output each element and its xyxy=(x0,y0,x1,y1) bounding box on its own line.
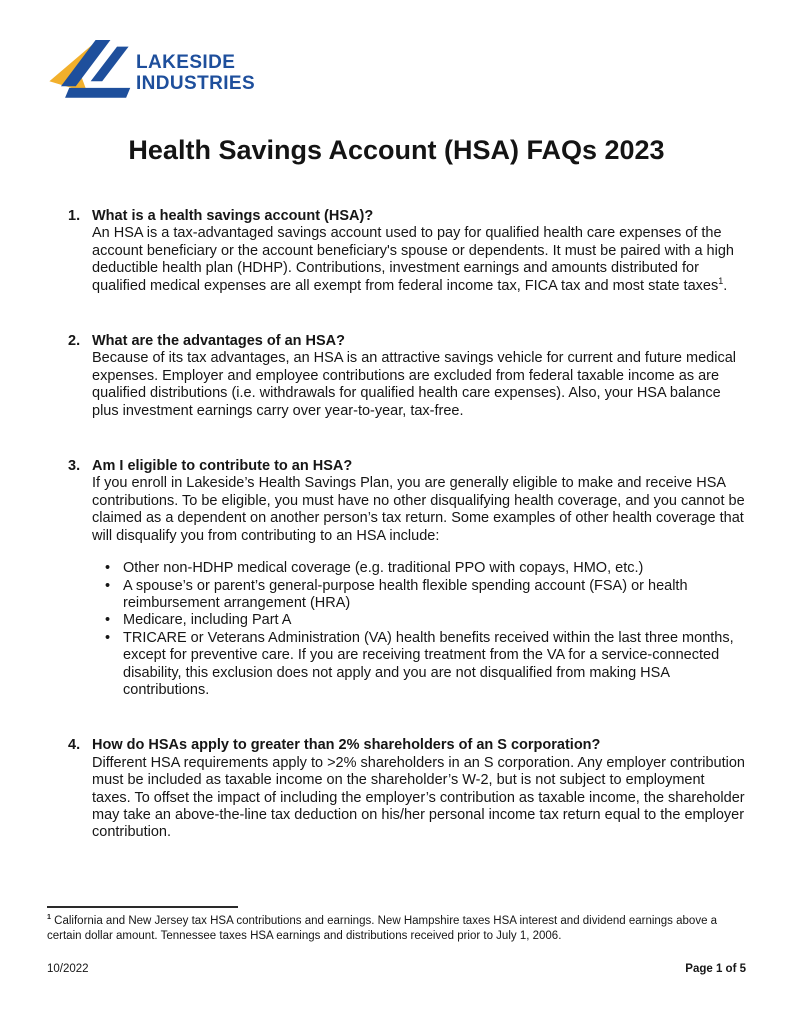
disqualifying-coverage-list xyxy=(92,560,746,699)
faq-item-3 xyxy=(47,458,746,699)
faq-answer: Different HSA requirements apply to >2% shareholders in an S corporation. Any employer contribution must be included as taxable income on the shareholder’s W-2, but is not subject to employment taxes. To offset the impact of including the employer’s contribution as taxable income, the shareholder may take an above-the-line tax deduction on his/her personal income tax return equal to the employer contribution. xyxy=(92,754,745,841)
footer-date: 10/2022 xyxy=(47,963,89,975)
faq-content xyxy=(92,208,746,295)
list-item: • Other non-HDHP medical coverage (e.g. traditional PPO with copays, HMO, etc.) xyxy=(92,560,746,577)
faq-answer-end: . xyxy=(723,277,728,294)
document-title: Health Savings Account (HSA) FAQs 2023 xyxy=(128,135,665,165)
faq-item-2 xyxy=(47,333,746,420)
faq-question: How do HSAs apply to greater than 2% shareholders of an S corporation? xyxy=(92,737,601,754)
lakeside-logo-mark-icon xyxy=(47,40,131,106)
footnote-block xyxy=(47,906,747,943)
logo-wordmark xyxy=(136,52,255,94)
logo-wordmark-line1: LAKESIDE xyxy=(136,52,236,73)
faq-number: 4. xyxy=(68,737,81,754)
logo-wordmark-line2: INDUSTRIES xyxy=(136,73,256,94)
faq-answer: If you enroll in Lakeside’s Health Savings Plan, you are generally eligible to make and receive HSA contributions. To be eligible, you must have no other disqualifying health coverage, and you cannot be claimed as a dependent on another person’s tax return. Some examples of other health coverage that will disqualify you from contributing to an HSA include: xyxy=(92,475,745,544)
faq-question: What is a health savings account (HSA)? xyxy=(92,208,374,224)
faq-content xyxy=(92,737,746,841)
faq-content xyxy=(92,333,746,420)
faq-content xyxy=(92,458,746,699)
footnote-marker: 1 xyxy=(47,913,51,922)
company-logo xyxy=(47,40,746,106)
faq-item-1 xyxy=(47,208,746,295)
faq-number: 1. xyxy=(68,208,81,224)
faq-item-4 xyxy=(47,737,746,841)
faq-list xyxy=(47,208,746,842)
list-item: • Medicare, including Part A xyxy=(92,612,746,629)
list-item: • A spouse’s or parent’s general-purpose health flexible spending account (FSA) or health reimbursement arrangement (HRA) xyxy=(92,578,746,613)
faq-answer xyxy=(92,225,746,295)
faq-answer-text: An HSA is a tax-advantaged savings account used to pay for qualified health care expenses of the account beneficiary or the account beneficiary's spouse or dependents. It must be paired with a high deductible health plan (HDHP). Contributions, investment earnings and amounts distributed for qualified medical expenses are all exempt from federal income tax, FICA tax and most state taxes xyxy=(92,225,734,294)
footnote-reference: 1 xyxy=(718,275,724,286)
faq-question: Am I eligible to contribute to an HSA? xyxy=(92,458,353,475)
faq-answer: Because of its tax advantages, an HSA is an attractive savings vehicle for current and future medical expenses. Employer and employee contributions are excluded from federal taxable income as are qualified distributions (i.e. withdrawals for qualified health care expenses). Also, your HSA balance plus investment earnings carry over year-to-year, tax-free. xyxy=(92,350,736,419)
faq-number: 2. xyxy=(68,333,81,350)
list-item: • TRICARE or Veterans Administration (VA) health benefits received within the last three months, except for preventive care. If you are receiving treatment from the VA for a service-connected disability, this exclusion does not apply and you are not disqualified from making HSA contributions. xyxy=(92,630,746,700)
footnote-separator xyxy=(47,906,238,908)
page-footer xyxy=(47,963,746,975)
faq-number: 3. xyxy=(68,458,81,475)
footer-page-number: Page 1 of 5 xyxy=(685,963,746,975)
footnote-body: California and New Jersey tax HSA contributions and earnings. New Hampshire taxes HSA interest and dividend earnings above a certain dollar amount. Tennessee taxes HSA earnings and distributions received prior to July 1, 2006. xyxy=(47,915,718,942)
faq-question: What are the advantages of an HSA? xyxy=(92,333,345,350)
footnote-text xyxy=(47,914,747,943)
